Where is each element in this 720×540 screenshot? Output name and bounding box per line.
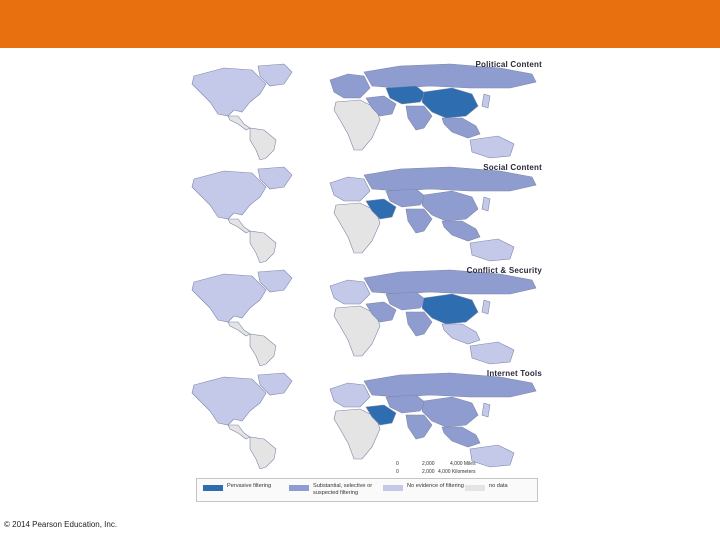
panel-title: Political Content: [475, 60, 542, 69]
world-map-conflict: [180, 264, 548, 366]
map-panel-social: [180, 161, 548, 263]
region-centralAmerica: [228, 425, 250, 439]
region-europe: [330, 280, 370, 304]
region-southAsia: [406, 106, 432, 130]
region-seAsia: [442, 324, 480, 344]
region-japan: [482, 94, 490, 108]
legend-swatch: [289, 485, 309, 491]
region-europe: [330, 383, 370, 407]
panel-title: Conflict & Security: [466, 266, 542, 275]
region-southAmerica: [250, 231, 276, 263]
panel-title: Social Content: [483, 163, 542, 172]
legend-label: Pervasive filtering: [227, 483, 272, 489]
region-japan: [482, 403, 490, 417]
region-seAsia: [442, 427, 480, 447]
region-seAsia: [442, 118, 480, 138]
legend-label: Substantial, selective or suspected filtering: [313, 483, 373, 496]
region-southAsia: [406, 312, 432, 336]
region-australia: [470, 342, 514, 364]
region-northAmerica: [192, 377, 266, 425]
map-panel-political: [180, 58, 548, 160]
legend-label: no data: [489, 483, 508, 489]
region-australia: [470, 239, 514, 261]
region-centralAmerica: [228, 219, 250, 233]
region-china: [422, 294, 478, 324]
region-china: [422, 397, 478, 427]
region-southAsia: [406, 415, 432, 439]
world-map-social: [180, 161, 548, 263]
region-japan: [482, 197, 490, 211]
map-stack: [180, 58, 548, 470]
scale-km-mid: 2,000: [422, 469, 435, 475]
region-northAmerica: [192, 274, 266, 322]
region-seAsia: [442, 221, 480, 241]
map-panel-conflict: [180, 264, 548, 366]
legend-label: No evidence of filtering: [407, 483, 464, 489]
region-southAmerica: [250, 437, 276, 469]
region-centralAmerica: [228, 116, 250, 130]
region-china: [422, 88, 478, 118]
world-map-tools: [180, 367, 548, 469]
scale-bar: [396, 461, 556, 479]
map-panel-tools: [180, 367, 548, 469]
region-southAmerica: [250, 334, 276, 366]
map-legend: [196, 478, 538, 502]
scale-miles-end: 4,000 Miles: [450, 461, 476, 467]
region-northAmerica: [192, 171, 266, 219]
region-southAsia: [406, 209, 432, 233]
panel-title: Internet Tools: [486, 369, 542, 378]
region-europe: [330, 74, 370, 98]
title-bar: [0, 0, 720, 48]
region-centralAmerica: [228, 322, 250, 336]
region-europe: [330, 177, 370, 201]
scale-miles-mid: 2,000: [422, 461, 435, 467]
legend-swatch: [203, 485, 223, 491]
region-australia: [470, 136, 514, 158]
world-map-political: [180, 58, 548, 160]
copyright-notice: © 2014 Pearson Education, Inc.: [4, 520, 118, 529]
region-japan: [482, 300, 490, 314]
scale-km-end: 4,000 Kilometers: [438, 469, 476, 475]
region-southAmerica: [250, 128, 276, 160]
legend-swatch: [465, 485, 485, 491]
scale-km-0: 0: [396, 469, 399, 475]
region-china: [422, 191, 478, 221]
region-northAmerica: [192, 68, 266, 116]
legend-swatch: [383, 485, 403, 491]
scale-miles-0: 0: [396, 461, 399, 467]
